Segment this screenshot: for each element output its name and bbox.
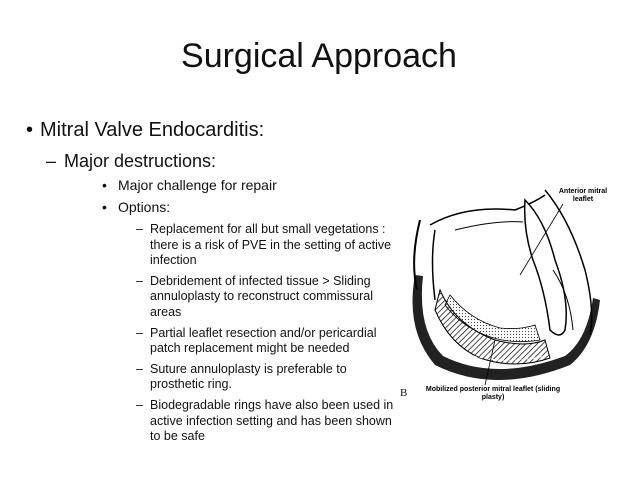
bullet-level3-options [102, 198, 171, 216]
bullet-dash: – [136, 222, 143, 236]
bullet-level1 [26, 118, 265, 142]
bullet-level1-text: Mitral Valve Endocarditis: [40, 119, 265, 141]
options-list [136, 222, 400, 450]
bullet-level3-text: Options: [118, 199, 171, 215]
bullet-dash: – [136, 361, 143, 376]
option-text: Biodegradable rings have also been used in active infection setting and has been shown to be safe [150, 397, 394, 444]
bullet-dot: • [102, 177, 107, 193]
bullet-level2-text: Major destructions: [64, 151, 217, 171]
option-item [136, 273, 400, 321]
option-text: Suture annuloplasty is preferable to prosthetic ring. [150, 361, 347, 392]
bullet-dash: – [136, 273, 143, 288]
bullet-level3-text: Major challenge for repair [118, 177, 277, 193]
label-anterior-leaflet: Anterior mitral leaflet [558, 188, 608, 203]
option-item [136, 325, 400, 357]
label-posterior-leaflet: Mobilized posterior mitral leaflet (sliding plasty) [425, 386, 561, 401]
option-text: Partial leaflet resection and/or pericardial patch replacement might be needed [150, 325, 377, 356]
bullet-dot: • [26, 119, 34, 141]
bullet-dash: – [46, 151, 57, 171]
bullet-dash: – [136, 397, 143, 412]
option-text: Replacement for all but small vegetations : there is a risk of PVE in the setting of active infection [150, 222, 392, 268]
option-text: Debridement of infected tissue > Sliding annuloplasty to reconstruct commissural areas [150, 273, 374, 319]
bullet-dash: – [136, 325, 143, 340]
option-item [136, 397, 400, 445]
bullet-level3-challenge [102, 176, 277, 194]
mitral-valve-illustration [395, 180, 615, 405]
panel-letter: B [400, 387, 408, 399]
option-item [136, 222, 400, 269]
bullet-level2 [46, 150, 217, 172]
option-item [136, 361, 400, 393]
bullet-dot: • [102, 199, 107, 215]
slide-title: Surgical Approach [181, 37, 457, 75]
